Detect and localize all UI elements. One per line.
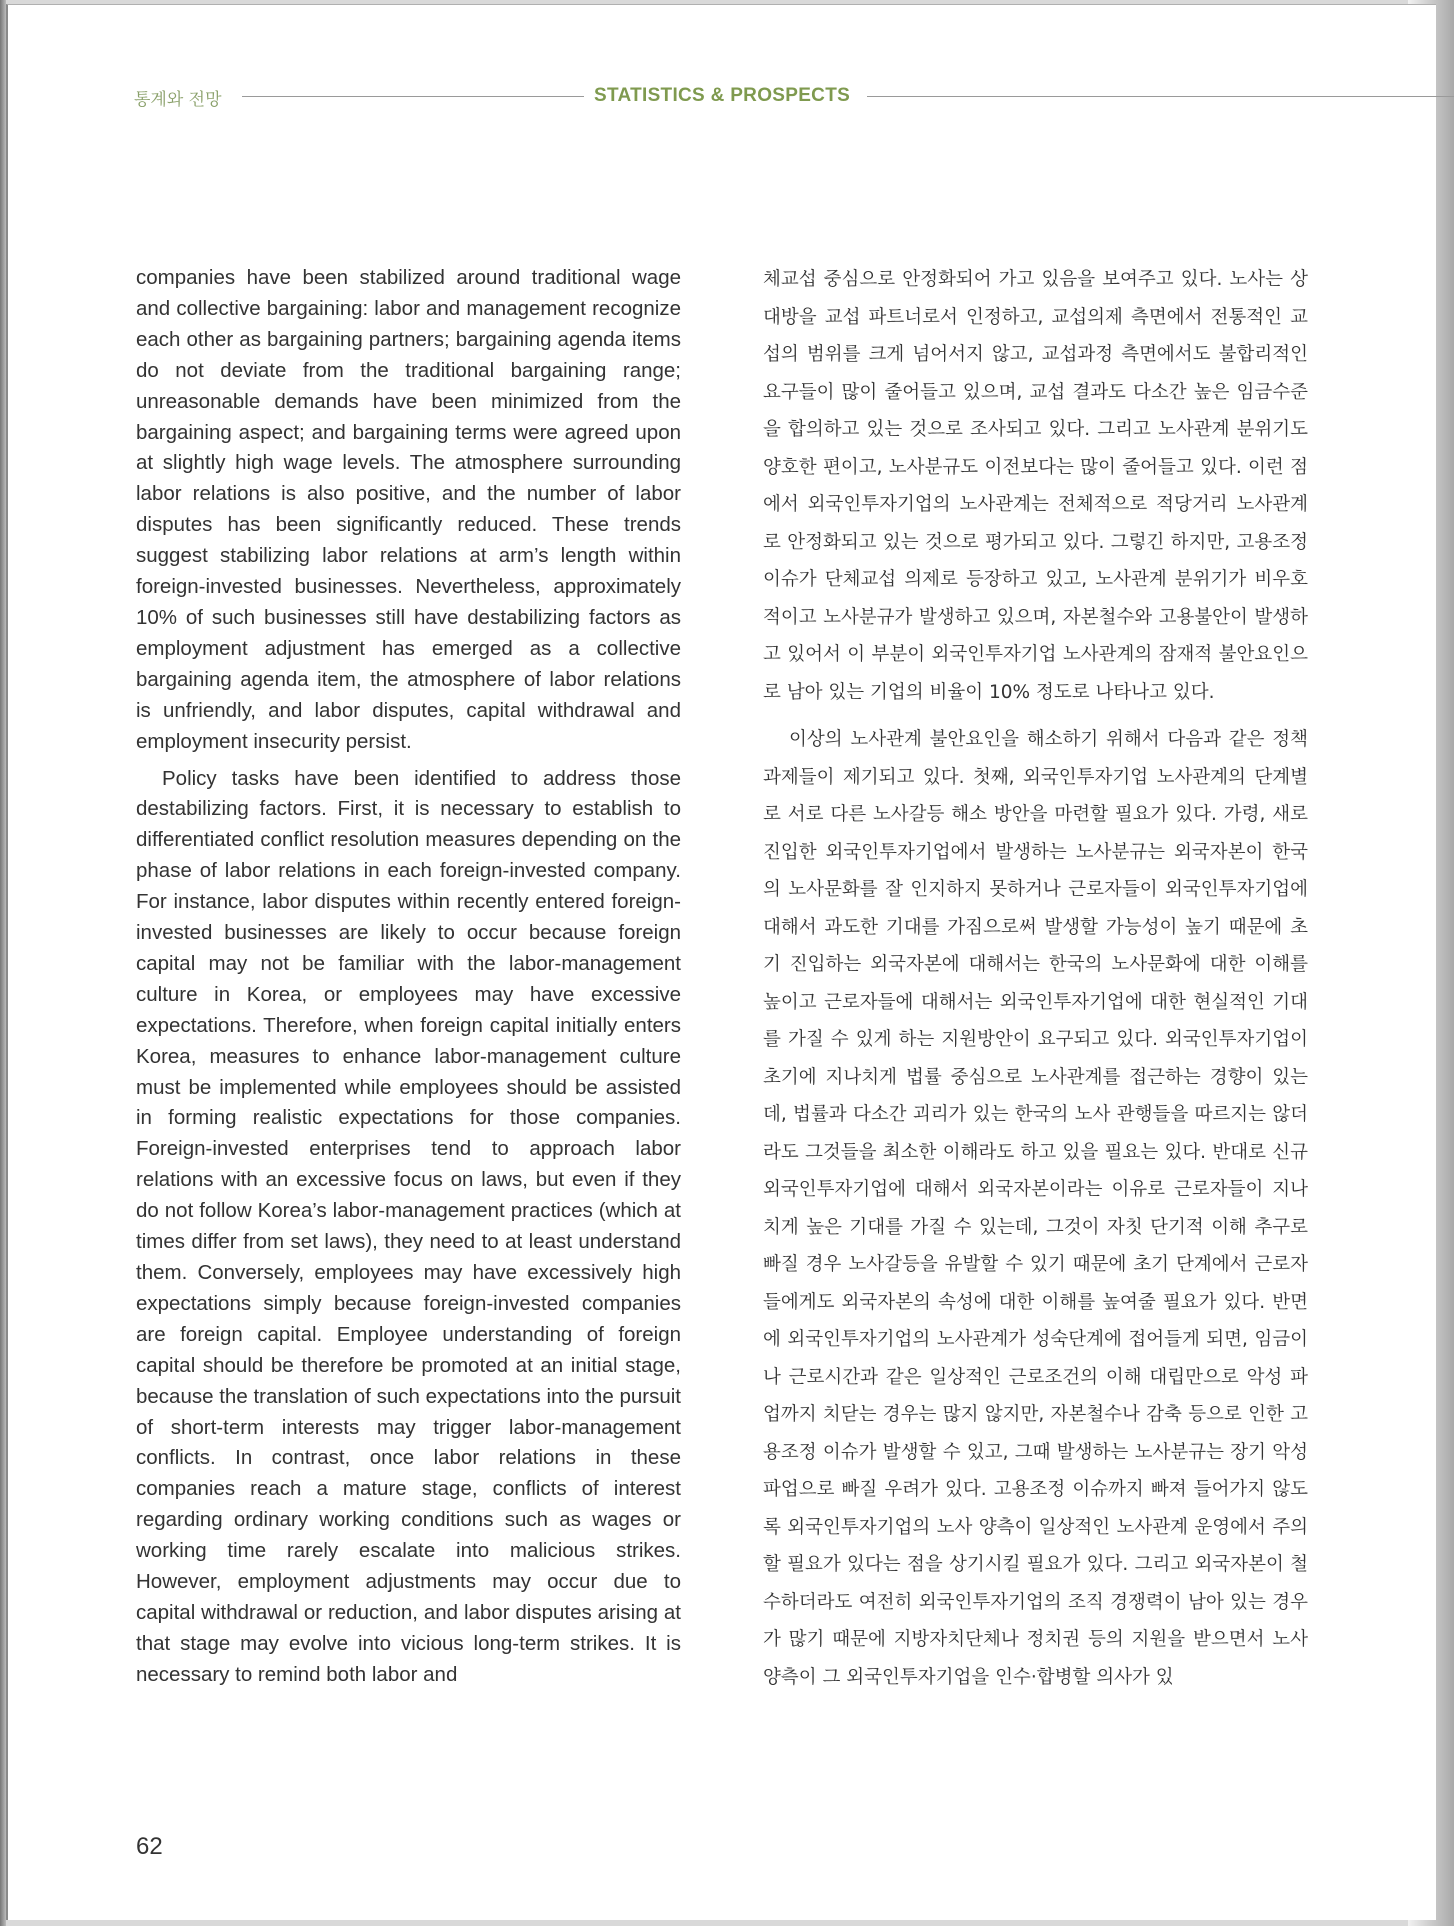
korean-column [763, 261, 1308, 1696]
english-paragraph-1: companies have been stabilized around traditional wage and collective bargaining: labor and management recognize each other as bargaining partners; bargaining agenda items do not deviate from the traditional bargaining range; unreasonable demands have been minimized from the bargaining aspect; and bargaining terms were agreed upon at slightly high wage levels. The atmosphere surrounding labor relations is also positive, and the number of labor disputes has been significantly reduced. These trends suggest stabilizing labor relations at arm’s length within foreign-invested businesses. Nevertheless, approximately 10% of such businesses still have destabilizing factors as employment adjustment has emerged as a collective bargaining agenda item, the atmosphere of labor relations is unfriendly, and labor disputes, capital withdrawal and employment insecurity persist. [136, 266, 681, 753]
page-number: 62 [136, 1833, 163, 1860]
english-paragraph-2: Policy tasks have been identified to address those destabilizing factors. First, it is necessary to establish to differentiated conflict resolution measures depending on the phase of labor relations in each foreign-invested company. For instance, labor disputes within recently entered foreign-invested businesses are likely to occur because foreign capital may not be familiar with the labor-management culture in Korea, or employees may have excessive expectations. Therefore, when foreign capital initially enters Korea, measures to enhance labor-management culture must be implemented while employees should be assisted in forming realistic expectations for those companies. Foreign-invested enterprises tend to approach labor relations with an excessive focus on laws, but even if they do not follow Korea’s labor-management practices (which at times differ from set laws), they need to at least understand them. Conversely, employees may have excessively high expectations simply because foreign-invested companies are foreign capital. Employee understanding of foreign capital should be therefore be promoted at an initial stage, because the translation of such expectations into the pursuit of short-term interests may trigger labor-management conflicts. In contrast, once labor relations in these companies reach a mature stage, conflicts of interest regarding ordinary working conditions such as wages or working time rarely escalate into malicious strikes. However, employment adjustments may occur due to capital withdrawal or reduction, and labor disputes arising at that stage may evolve into vicious long-term strikes. It is necessary to remind both labor and [136, 766, 681, 1686]
korean-paragraph-2: 이상의 노사관계 불안요인을 해소하기 위해서 다음과 같은 정책과제들이 제기되고 있다. 첫째, 외국인투자기업 노사관계의 단계별로 서로 다른 노사갈등 해소 방안을 마련할 필요가 있다. 가령, 새로 진입한 외국인투자기업에서 발생하는 노사분규는 외국자본이 한국의 노사문화를 잘 인지하지 못하거나 근로자들이 외국인투자기업에 대해서 과도한 기대를 가짐으로써 발생할 가능성이 높기 때문에 초기 진입하는 외국자본에 대해서는 한국의 노사문화에 대한 이해를 높이고 근로자들에 대해서는 외국인투자기업에 대한 현실적인 기대를 가질 수 있게 하는 지원방안이 요구되고 있다. 외국인투자기업이 초기에 지나치게 법률 중심으로 노사관계를 접근하는 경향이 있는데, 법률과 다소간 괴리가 있는 한국의 노사 관행들을 따르지는 않더라도 그것들을 최소한 이해라도 하고 있을 필요는 있다. 반대로 신규 외국인투자기업에 대해서 외국자본이라는 이유로 근로자들이 지나치게 높은 기대를 가질 수 있는데, 그것이 자칫 단기적 이해 추구로 빠질 경우 노사갈등을 유발할 수 있기 때문에 초기 단계에서 근로자들에게도 외국자본의 속성에 대한 이해를 높여줄 필요가 있다. 반면에 외국인투자기업의 노사관계가 성숙단계에 접어들게 되면, 임금이나 근로시간과 같은 일상적인 근로조건의 이해 대립만으로 악성 파업까지 치닫는 경우는 많지 않지만, 자본철수나 감축 등으로 인한 고용조정 이슈가 발생할 수 있고, 그때 발생하는 노사분규는 장기 악성 파업으로 빠질 우려가 있다. 고용조정 이슈까지 빠져 들어가지 않도록 외국인투자기업의 노사 양측이 일상적인 노사관계 운영에서 주의할 필요가 있다는 점을 상기시킬 필요가 있다. 그리고 외국자본이 철수하더라도 여전히 외국인투자기업의 조직 경쟁력이 남아 있는 경우가 많기 때문에 지방자치단체나 정치권 등의 지원을 받으면서 노사 양측이 그 외국인투자기업을 인수·합병할 의사가 있 [763, 729, 1308, 1688]
english-column [136, 263, 681, 1691]
header-section-english: STATISTICS & PROSPECTS [584, 85, 860, 107]
header-rule-right [867, 96, 1454, 97]
header-section-korean: 통계와 전망 [134, 90, 222, 110]
running-header [134, 85, 1454, 109]
document-page [6, 4, 1436, 1920]
korean-paragraph-1: 체교섭 중심으로 안정화되어 가고 있음을 보여주고 있다. 노사는 상대방을 교섭 파트너로서 인정하고, 교섭의제 측면에서 전통적인 교섭의 범위를 크게 넘어서지 않고, 교섭과정 측면에서도 불합리적인 요구들이 많이 줄어들고 있으며, 교섭 결과도 다소간 높은 임금수준을 합의하고 있는 것으로 조사되고 있다. 그리고 노사관계 분위기도 양호한 편이고, 노사분규도 이전보다는 많이 줄어들고 있다. 이런 점에서 외국인투자기업의 노사관계는 전체적으로 적당거리 노사관계로 안정화되고 있는 것으로 평가되고 있다. 그렇긴 하지만, 고용조정 이슈가 단체교섭 의제로 등장하고 있고, 노사관계 분위기가 비우호적이고 노사분규가 발생하고 있으며, 자본철수와 고용불안이 발생하고 있어서 이 부분이 외국인투자기업 노사관계의 잠재적 불안요인으로 남아 있는 기업의 비율이 10% 정도로 나타나고 있다. [763, 269, 1308, 703]
